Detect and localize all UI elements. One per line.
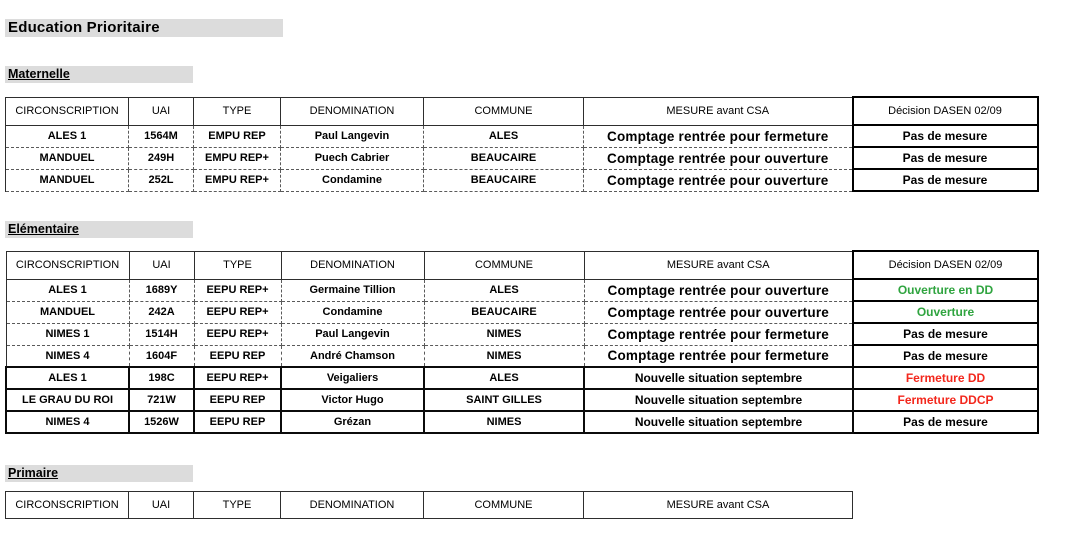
mesure-cell: Comptage rentrée pour ouverture: [584, 279, 853, 301]
denomination-cell: Veigaliers: [281, 367, 424, 389]
col-header-decision: Décision DASEN 02/09: [853, 251, 1038, 279]
denomination-cell: Paul Langevin: [281, 323, 424, 345]
uai-cell: 1514H: [129, 323, 194, 345]
col-header-circonscription: CIRCONSCRIPTION: [6, 97, 129, 125]
commune-cell: BEAUCAIRE: [424, 301, 584, 323]
commune-cell: BEAUCAIRE: [424, 147, 584, 169]
type-cell: EEPU REP+: [194, 367, 281, 389]
type-cell: EMPU REP+: [194, 169, 281, 191]
primaire-table: [5, 491, 853, 519]
section-label-elementaire: Elémentaire: [5, 221, 193, 238]
maternelle-table: [5, 96, 1039, 192]
commune-cell: ALES: [424, 125, 584, 147]
circonscription-cell: ALES 1: [6, 279, 129, 301]
type-cell: EEPU REP+: [194, 301, 281, 323]
type-cell: EMPU REP: [194, 125, 281, 147]
section-label-maternelle: Maternelle: [5, 66, 193, 83]
type-cell: EEPU REP: [194, 411, 281, 433]
decision-cell: Fermeture DDCP: [853, 389, 1038, 411]
header-row: [6, 97, 1038, 125]
table-row: [6, 367, 1038, 389]
commune-cell: BEAUCAIRE: [424, 169, 584, 191]
uai-cell: 721W: [129, 389, 194, 411]
mesure-cell: Comptage rentrée pour fermeture: [584, 345, 853, 367]
col-header-commune: COMMUNE: [424, 251, 584, 279]
col-header-type: TYPE: [194, 251, 281, 279]
decision-cell: Pas de mesure: [853, 147, 1038, 169]
elementaire-table: [5, 250, 1039, 434]
denomination-cell: André Chamson: [281, 345, 424, 367]
col-header-type: TYPE: [194, 97, 281, 125]
page: [0, 19, 1082, 519]
uai-cell: 1564M: [129, 125, 194, 147]
section-label-primaire: Primaire: [5, 465, 193, 482]
col-header-decision: Décision DASEN 02/09: [853, 97, 1038, 125]
col-header-uai: UAI: [129, 97, 194, 125]
uai-cell: 1526W: [129, 411, 194, 433]
circonscription-cell: NIMES 4: [6, 411, 129, 433]
commune-cell: SAINT GILLES: [424, 389, 584, 411]
decision-cell: Pas de mesure: [853, 411, 1038, 433]
mesure-cell: Nouvelle situation septembre: [584, 367, 853, 389]
mesure-cell: Comptage rentrée pour fermeture: [584, 323, 853, 345]
mesure-cell: Nouvelle situation septembre: [584, 389, 853, 411]
mesure-cell: Comptage rentrée pour ouverture: [584, 169, 853, 191]
header-row: [6, 492, 853, 519]
commune-cell: NIMES: [424, 323, 584, 345]
decision-cell: Pas de mesure: [853, 169, 1038, 191]
circonscription-cell: MANDUEL: [6, 169, 129, 191]
commune-cell: NIMES: [424, 411, 584, 433]
col-header-commune: COMMUNE: [424, 492, 584, 519]
type-cell: EMPU REP+: [194, 147, 281, 169]
col-header-commune: COMMUNE: [424, 97, 584, 125]
denomination-cell: Condamine: [281, 301, 424, 323]
decision-cell: Pas de mesure: [853, 125, 1038, 147]
col-header-mesure: MESURE avant CSA: [584, 492, 853, 519]
col-header-denomination: DENOMINATION: [281, 97, 424, 125]
table-row: [6, 345, 1038, 367]
circonscription-cell: ALES 1: [6, 125, 129, 147]
commune-cell: ALES: [424, 367, 584, 389]
mesure-cell: Comptage rentrée pour fermeture: [584, 125, 853, 147]
uai-cell: 1689Y: [129, 279, 194, 301]
col-header-denomination: DENOMINATION: [281, 251, 424, 279]
type-cell: EEPU REP: [194, 345, 281, 367]
type-cell: EEPU REP+: [194, 323, 281, 345]
table-row: [6, 169, 1038, 191]
denomination-cell: Germaine Tillion: [281, 279, 424, 301]
denomination-cell: Victor Hugo: [281, 389, 424, 411]
circonscription-cell: NIMES 1: [6, 323, 129, 345]
circonscription-cell: MANDUEL: [6, 301, 129, 323]
type-cell: EEPU REP+: [194, 279, 281, 301]
uai-cell: 242A: [129, 301, 194, 323]
denomination-cell: Puech Cabrier: [281, 147, 424, 169]
decision-cell: Fermeture DD: [853, 367, 1038, 389]
col-header-denomination: DENOMINATION: [281, 492, 424, 519]
circonscription-cell: MANDUEL: [6, 147, 129, 169]
mesure-cell: Comptage rentrée pour ouverture: [584, 147, 853, 169]
circonscription-cell: LE GRAU DU ROI: [6, 389, 129, 411]
denomination-cell: Grézan: [281, 411, 424, 433]
decision-cell: Ouverture en DD: [853, 279, 1038, 301]
decision-cell: Pas de mesure: [853, 345, 1038, 367]
col-header-type: TYPE: [194, 492, 281, 519]
table-row: [6, 279, 1038, 301]
type-cell: EEPU REP: [194, 389, 281, 411]
circonscription-cell: NIMES 4: [6, 345, 129, 367]
col-header-uai: UAI: [129, 251, 194, 279]
col-header-mesure: MESURE avant CSA: [584, 251, 853, 279]
uai-cell: 252L: [129, 169, 194, 191]
header-row: [6, 251, 1038, 279]
uai-cell: 249H: [129, 147, 194, 169]
circonscription-cell: ALES 1: [6, 367, 129, 389]
col-header-circonscription: CIRCONSCRIPTION: [6, 492, 129, 519]
denomination-cell: Paul Langevin: [281, 125, 424, 147]
table-row: [6, 411, 1038, 433]
page-title: Education Prioritaire: [5, 19, 283, 37]
decision-cell: Ouverture: [853, 301, 1038, 323]
mesure-cell: Nouvelle situation septembre: [584, 411, 853, 433]
col-header-uai: UAI: [129, 492, 194, 519]
table-row: [6, 389, 1038, 411]
table-row: [6, 301, 1038, 323]
col-header-circonscription: CIRCONSCRIPTION: [6, 251, 129, 279]
col-header-mesure: MESURE avant CSA: [584, 97, 853, 125]
mesure-cell: Comptage rentrée pour ouverture: [584, 301, 853, 323]
table-row: [6, 323, 1038, 345]
commune-cell: ALES: [424, 279, 584, 301]
uai-cell: 1604F: [129, 345, 194, 367]
decision-cell: Pas de mesure: [853, 323, 1038, 345]
table-row: [6, 125, 1038, 147]
denomination-cell: Condamine: [281, 169, 424, 191]
uai-cell: 198C: [129, 367, 194, 389]
table-row: [6, 147, 1038, 169]
commune-cell: NIMES: [424, 345, 584, 367]
